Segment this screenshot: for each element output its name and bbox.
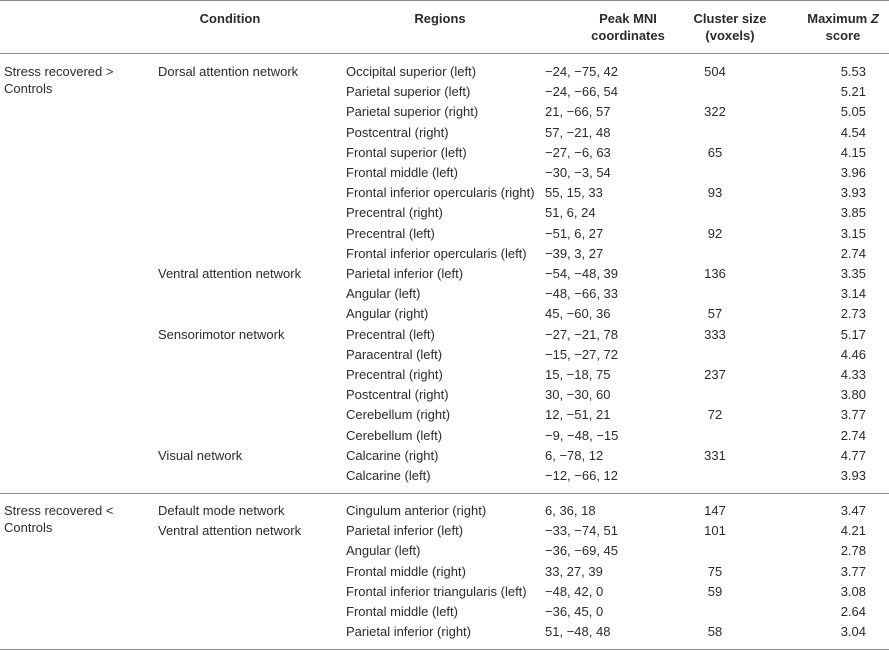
- network-label: Dorsal attention network: [158, 64, 299, 79]
- region-cell: Cingulum anterior (right): [346, 503, 487, 518]
- header-regions: Regions: [414, 11, 466, 26]
- region-cell: Parietal inferior (left): [346, 523, 464, 538]
- peak-mni-cell: −33, −74, 51: [545, 523, 619, 538]
- cluster-size-cell: 101: [704, 523, 726, 538]
- region-cell: Frontal inferior opercularis (right): [346, 185, 535, 200]
- region-cell: Frontal inferior opercularis (left): [346, 246, 527, 261]
- peak-mni-cell: 6, −78, 12: [545, 448, 604, 463]
- max-z-cell: 4.15: [840, 145, 866, 160]
- max-z-cell: 5.05: [840, 104, 866, 119]
- max-z-cell: 4.33: [840, 367, 866, 382]
- table-top-rule: [0, 0, 889, 1]
- peak-mni-cell: −39, 3, 27: [545, 246, 604, 261]
- peak-mni-cell: 12, −51, 21: [545, 407, 611, 422]
- max-z-cell: 3.47: [840, 503, 866, 518]
- network-label: Ventral attention network: [158, 266, 302, 281]
- cluster-size-cell: 147: [704, 503, 726, 518]
- cluster-size-cell: 59: [707, 584, 723, 599]
- cluster-size-cell: 322: [704, 104, 726, 119]
- max-z-cell: 2.78: [840, 543, 866, 558]
- region-cell: Paracentral (left): [346, 347, 443, 362]
- peak-mni-cell: −30, −3, 54: [545, 165, 611, 180]
- region-cell: Parietal superior (right): [346, 104, 479, 119]
- peak-mni-cell: −9, −48, −15: [545, 428, 619, 443]
- max-z-cell: 4.77: [840, 448, 866, 463]
- cluster-size-cell: 331: [704, 448, 726, 463]
- peak-mni-cell: 45, −60, 36: [545, 306, 611, 321]
- header-max-z-prefix: Maximum: [807, 11, 871, 26]
- peak-mni-cell: −15, −27, 72: [545, 347, 619, 362]
- header-rule: [0, 53, 889, 54]
- region-cell: Cerebellum (left): [346, 428, 443, 443]
- cluster-size-cell: 504: [704, 64, 726, 79]
- peak-mni-cell: −48, 42, 0: [545, 584, 604, 599]
- max-z-cell: 5.21: [840, 84, 866, 99]
- max-z-cell: 3.77: [840, 564, 866, 579]
- max-z-cell: 3.85: [840, 205, 866, 220]
- peak-mni-cell: 33, 27, 39: [545, 564, 603, 579]
- network-label: Visual network: [158, 448, 243, 463]
- cluster-size-cell: 92: [707, 226, 723, 241]
- max-z-cell: 3.96: [840, 165, 866, 180]
- region-cell: Frontal inferior triangularis (left): [346, 584, 527, 599]
- cluster-size-cell: 75: [707, 564, 723, 579]
- peak-mni-cell: −36, −69, 45: [545, 543, 619, 558]
- cluster-size-cell: 237: [704, 367, 726, 382]
- max-z-cell: 4.46: [840, 347, 866, 362]
- max-z-cell: 4.54: [840, 125, 866, 140]
- max-z-cell: 3.93: [840, 468, 866, 483]
- region-cell: Precentral (left): [346, 226, 435, 241]
- region-cell: Parietal inferior (right): [346, 624, 471, 639]
- header-condition: Condition: [199, 11, 261, 26]
- peak-mni-cell: −24, −66, 54: [545, 84, 619, 99]
- max-z-cell: 3.77: [840, 407, 866, 422]
- max-z-cell: 3.93: [840, 185, 866, 200]
- peak-mni-cell: 51, −48, 48: [545, 624, 611, 639]
- max-z-cell: 3.08: [840, 584, 866, 599]
- region-cell: Frontal superior (left): [346, 145, 467, 160]
- peak-mni-cell: −24, −75, 42: [545, 64, 619, 79]
- max-z-cell: 2.64: [840, 604, 866, 619]
- max-z-cell: 2.73: [840, 306, 866, 321]
- max-z-cell: 2.74: [840, 246, 866, 261]
- region-cell: Angular (left): [346, 543, 421, 558]
- peak-mni-cell: −51, 6, 27: [545, 226, 604, 241]
- network-label: Default mode network: [158, 503, 285, 518]
- peak-mni-cell: −12, −66, 12: [545, 468, 619, 483]
- region-cell: Precentral (right): [346, 367, 443, 382]
- network-label: Ventral attention network: [158, 523, 302, 538]
- region-cell: Postcentral (right): [346, 125, 449, 140]
- peak-mni-cell: 21, −66, 57: [545, 104, 611, 119]
- header-cluster-size: Cluster size (voxels): [693, 11, 767, 43]
- region-cell: Postcentral (right): [346, 387, 449, 402]
- max-z-cell: 3.04: [840, 624, 866, 639]
- region-cell: Occipital superior (left): [346, 64, 477, 79]
- region-cell: Angular (right): [346, 306, 429, 321]
- region-cell: Parietal inferior (left): [346, 266, 464, 281]
- cluster-size-cell: 57: [707, 306, 723, 321]
- condition-label: Stress recovered > Controls: [4, 64, 114, 96]
- region-cell: Calcarine (right): [346, 448, 439, 463]
- region-cell: Cerebellum (right): [346, 407, 451, 422]
- max-z-cell: 3.80: [840, 387, 866, 402]
- max-z-cell: 5.53: [840, 64, 866, 79]
- region-cell: Precentral (right): [346, 205, 443, 220]
- region-cell: Parietal superior (left): [346, 84, 471, 99]
- max-z-cell: 5.17: [840, 327, 866, 342]
- region-cell: Calcarine (left): [346, 468, 431, 483]
- cluster-size-cell: 333: [704, 327, 726, 342]
- region-cell: Frontal middle (left): [346, 604, 458, 619]
- header-max-z-suffix: score: [825, 28, 861, 43]
- max-z-cell: 3.15: [840, 226, 866, 241]
- cluster-size-cell: 58: [707, 624, 723, 639]
- max-z-cell: 4.21: [840, 523, 866, 538]
- peak-mni-cell: −48, −66, 33: [545, 286, 619, 301]
- peak-mni-cell: 15, −18, 75: [545, 367, 611, 382]
- max-z-cell: 3.14: [840, 286, 866, 301]
- region-cell: Precentral (left): [346, 327, 435, 342]
- cluster-size-cell: 65: [707, 145, 723, 160]
- cluster-size-cell: 93: [707, 185, 723, 200]
- condition-label: Stress recovered < Controls: [4, 503, 114, 535]
- region-cell: Frontal middle (left): [346, 165, 458, 180]
- cluster-size-cell: 72: [707, 407, 723, 422]
- header-peak-mni: Peak MNI coordinates: [591, 11, 665, 43]
- peak-mni-cell: 30, −30, 60: [545, 387, 611, 402]
- header-max-z: [800, 10, 886, 44]
- region-cell: Angular (left): [346, 286, 421, 301]
- peak-mni-cell: 55, 15, 33: [545, 185, 603, 200]
- max-z-cell: 2.74: [840, 428, 866, 443]
- region-cell: Frontal middle (right): [346, 564, 466, 579]
- peak-mni-cell: −27, −6, 63: [545, 145, 611, 160]
- max-z-cell: 3.35: [840, 266, 866, 281]
- peak-mni-cell: −36, 45, 0: [545, 604, 604, 619]
- peak-mni-cell: 57, −21, 48: [545, 125, 611, 140]
- peak-mni-cell: −27, −21, 78: [545, 327, 619, 342]
- header-max-z-var: Z: [870, 11, 879, 26]
- cluster-size-cell: 136: [704, 266, 726, 281]
- peak-mni-cell: 6, 36, 18: [545, 503, 596, 518]
- section-separator-rule: [0, 493, 889, 494]
- network-label: Sensorimotor network: [158, 327, 285, 342]
- peak-mni-cell: 51, 6, 24: [545, 205, 596, 220]
- peak-mni-cell: −54, −48, 39: [545, 266, 619, 281]
